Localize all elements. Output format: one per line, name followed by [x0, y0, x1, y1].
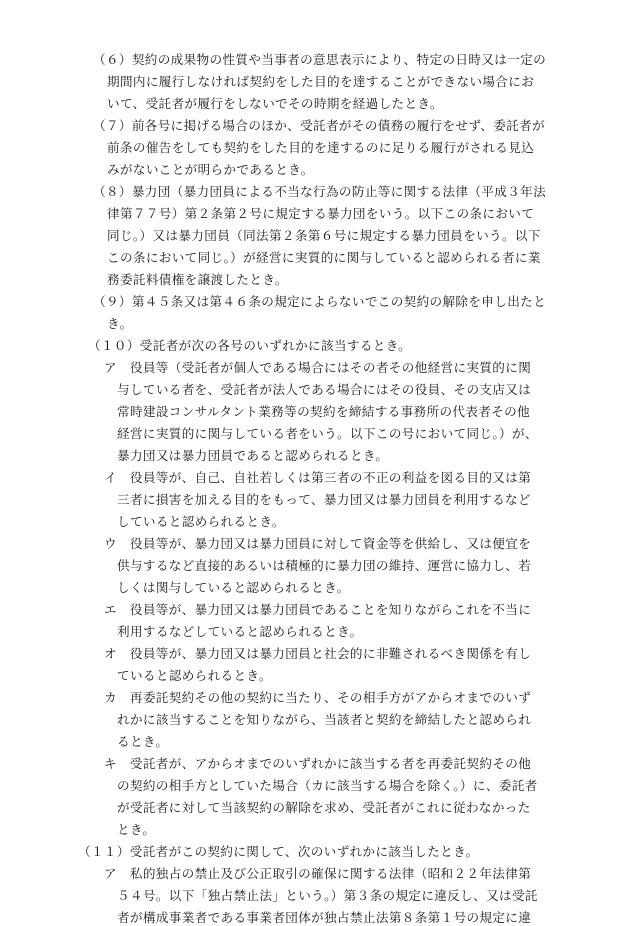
text-line: イ 役員等が、自己、自社若しくは第三者の不正の利益を図る目的又は第	[104, 470, 532, 485]
text-line: （６）契約の成果物の性質や当事者の意思表示により、特定の日時又は一定の	[93, 52, 547, 67]
text-line: 利用するなどしていると認められるとき。	[117, 624, 363, 639]
text-line: 前条の催告をしても契約をした目的を達するのに足りる履行がされる見込	[107, 140, 535, 155]
text-line: （８）暴力団（暴力団員による不当な行為の防止等に関する法律（平成３年法	[93, 184, 547, 199]
text-line: 常時建設コンサルタント業務等の契約を締結する事務所の代表者その他	[117, 404, 531, 419]
text-line: オ 役員等が、暴力団又は暴力団員と社会的に非難されるべき関係を有し	[104, 646, 532, 661]
text-line: ウ 役員等が、暴力団又は暴力団員に対して資金等を供給し、又は便宜を	[104, 536, 532, 551]
text-line: 務委託料債権を譲渡したとき。	[107, 272, 288, 287]
text-line: いて、受託者が履行をしないでその時期を経過したとき。	[107, 96, 443, 111]
text-line: （１０）受託者が次の各号のいずれかに該当するとき。	[88, 338, 412, 353]
text-line: の契約の相手方としていた場合（カに該当する場合を除く。）に、委託者	[117, 778, 538, 793]
text-line: （９）第４５条又は第４６条の規定によらないでこの契約の解除を申し出たと	[93, 294, 547, 309]
text-line: 同じ。）又は暴力団員（同法第２条第６号に規定する暴力団員をいう。以下	[107, 228, 541, 243]
text-line: れかに該当することを知りながら、当該者と契約を締結したと認められ	[117, 712, 532, 727]
text-line: エ 役員等が、暴力団又は暴力団員であることを知りながらこれを不当に	[104, 602, 532, 617]
text-line: ５４号。以下「独占禁止法」という。）第３条の規定に違反し、又は受託	[117, 888, 538, 903]
text-line: 経営に実質的に関与している者をいう。以下この号において同じ。）が、	[117, 426, 538, 441]
text-line: ていると認められるとき。	[117, 668, 272, 683]
text-line: みがないことが明らかであるとき。	[107, 162, 314, 177]
text-line: キ 受託者が、アからオまでのいずれかに該当する者を再委託契約その他	[104, 756, 532, 771]
text-line: この条において同じ。）が経営に実質的に関与していると認められる者に業	[107, 250, 541, 265]
text-line: るとき。	[117, 734, 169, 749]
text-line: 期間内に履行しなければ契約をした目的を達することができない場合にお	[107, 74, 535, 89]
text-line: していると認められるとき。	[117, 514, 285, 529]
text-line: （７）前各号に掲げる場合のほか、受託者がその債務の履行をせず、委託者が	[93, 118, 546, 133]
text-line: 暴力団又は暴力団員であると認められるとき。	[117, 448, 389, 463]
text-line: とき。	[117, 822, 156, 837]
text-line: が受託者に対して当該契約の解除を求め、受託者がこれに従わなかった	[117, 800, 531, 815]
text-line: （１１）受託者がこの契約に関して、次のいずれかに該当したとき。	[78, 844, 479, 859]
text-line: カ 再委託契約その他の契約に当たり、その相手方がアからオまでのいず	[104, 690, 532, 705]
text-line: 与している者を、受託者が法人である場合にはその役員、その支店又は	[117, 382, 532, 397]
text-line: ア 私的独占の禁止及び公正取引の確保に関する法律（昭和２２年法律第	[104, 866, 532, 881]
text-line: しくは関与していると認められるとき。	[117, 580, 350, 595]
text-line: ア 役員等（受託者が個人である場合にはその者その他経営に実質的に関	[104, 360, 532, 375]
text-line: 供与するなど直接的あるいは積極的に暴力団の維持、運営に協力し、若	[117, 558, 532, 573]
text-line: 律第７７号）第２条第２号に規定する暴力団をいう。以下この条において	[107, 206, 535, 221]
text-line: 三者に損害を加える目的をもって、暴力団又は暴力団員を利用するなど	[117, 492, 531, 507]
text-line: き。	[107, 316, 133, 331]
text-line: 者が構成事業者である事業者団体が独占禁止法第８条第１号の規定に違	[117, 910, 532, 925]
